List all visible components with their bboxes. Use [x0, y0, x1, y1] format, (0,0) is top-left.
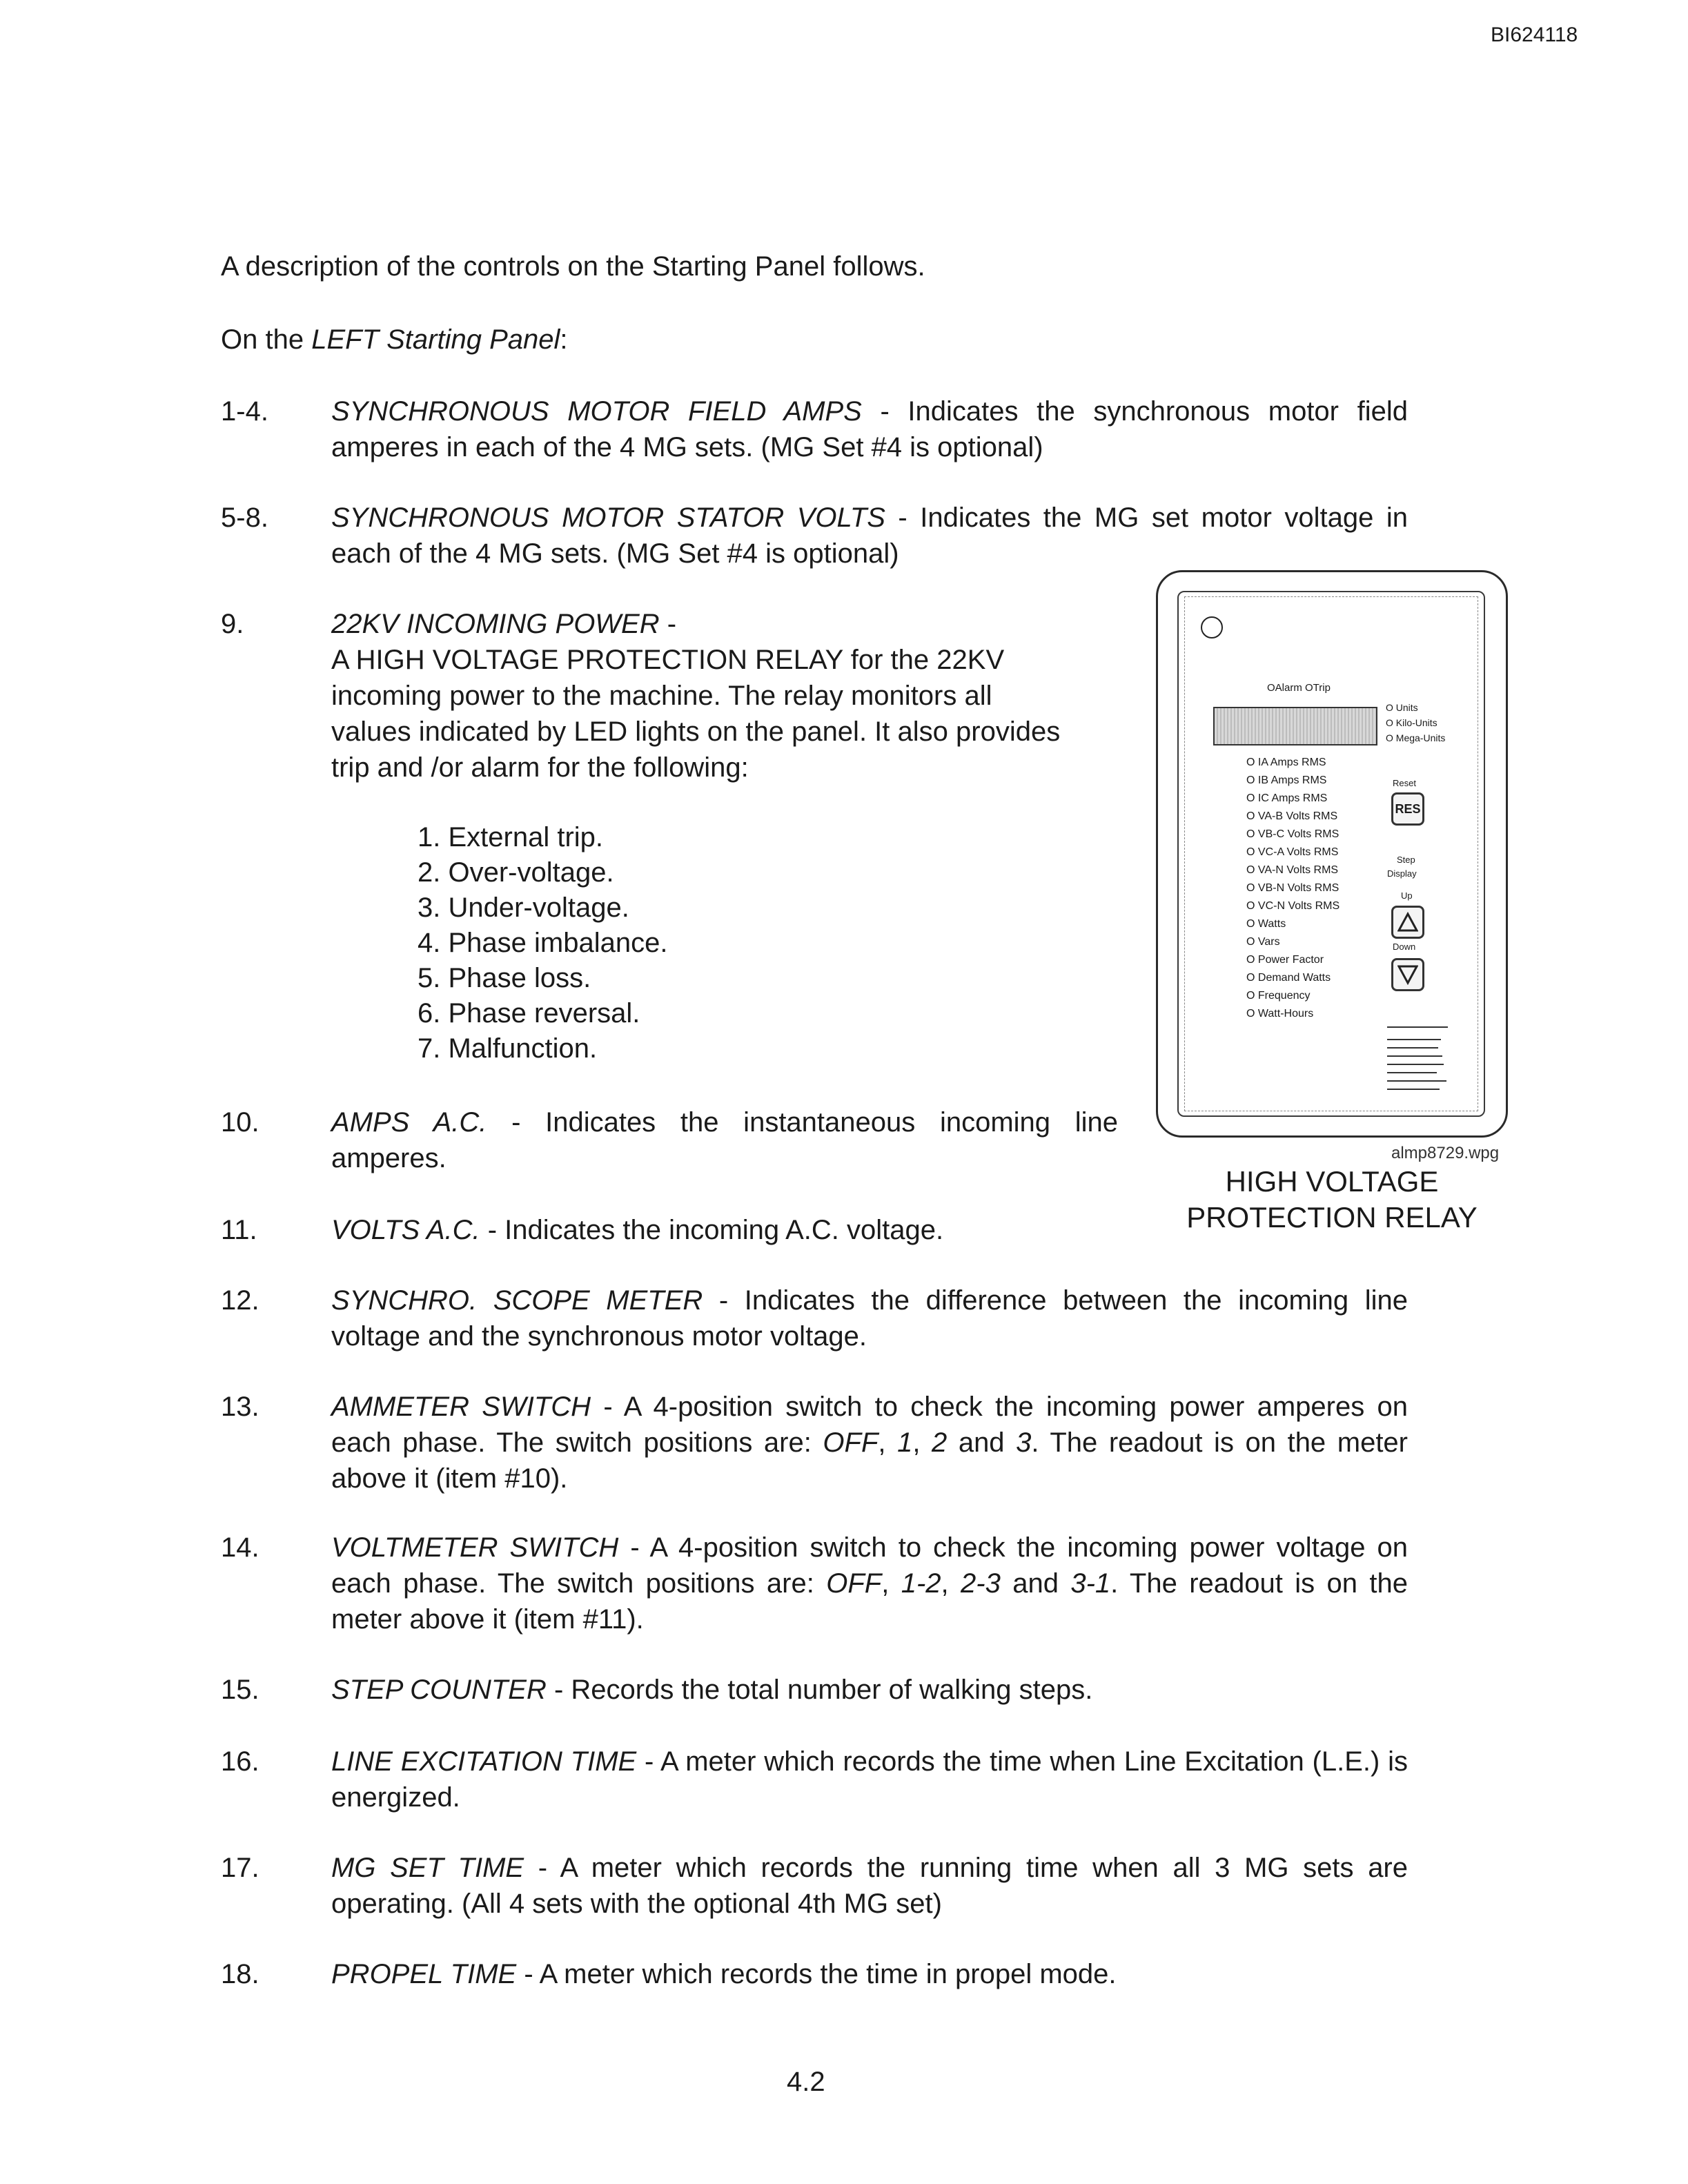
down-label: Down	[1393, 942, 1416, 952]
up-label: Up	[1401, 890, 1413, 901]
list-item: 1. External trip.	[418, 822, 604, 852]
reset-label: Reset	[1393, 778, 1416, 788]
item-number: 18.	[221, 1959, 259, 1989]
item-body: SYNCHRO. SCOPE METER - Indicates the difference between the incoming line voltage and the synchronous motor voltage.	[331, 1285, 1408, 1352]
item-body: SYNCHRONOUS MOTOR STATOR VOLTS - Indicates the MG set motor voltage in each of the 4 MG sets. (MG Set #4 is optional)	[331, 503, 1408, 569]
triangle-up-icon	[1397, 912, 1418, 933]
item-number: 5-8.	[221, 503, 268, 533]
reset-button: RES	[1391, 792, 1424, 826]
item-number: 14.	[221, 1532, 259, 1563]
item-number: 12.	[221, 1285, 259, 1316]
led-item: O VB-N Volts RMS	[1246, 882, 1339, 894]
led-item: O VB-C Volts RMS	[1246, 828, 1339, 840]
item-number: 9.	[221, 609, 244, 639]
screw-icon	[1201, 616, 1223, 638]
trip-alarm-list	[418, 820, 667, 1066]
triangle-down-icon	[1397, 964, 1418, 985]
fault-legend-icon	[1386, 1024, 1469, 1100]
led-item: O Demand Watts	[1246, 972, 1331, 984]
led-item: O Frequency	[1246, 990, 1311, 1002]
item-body: 22KV INCOMING POWER - A HIGH VOLTAGE PROTECTION RELAY for the 22KV incoming power to the machine. The relay monitors all values indicated by LED lights on the panel. It also provides trip and /or alarm for the following:	[331, 609, 1061, 783]
item-body: VOLTMETER SWITCH - A 4-position switch to check the incoming power voltage on each phase. The switch positions are: OFF, 1-2, 2-3 and 3-1. The readout is on the meter above it (item #11).	[331, 1532, 1409, 1635]
led-item: O Watts	[1246, 918, 1286, 930]
list-item: 7. Malfunction.	[418, 1033, 598, 1064]
item-body: MG SET TIME - A meter which records the running time when all 3 MG sets are operating. (All 4 sets with the optional 4th MG set)	[331, 1853, 1409, 1919]
led-item: O IB Amps RMS	[1246, 774, 1327, 786]
item-number: 11.	[221, 1215, 257, 1245]
led-item: O Power Factor	[1246, 954, 1324, 966]
item-number: 15.	[221, 1675, 259, 1705]
item-number: 13.	[221, 1392, 259, 1422]
up-arrow-button	[1391, 906, 1424, 939]
list-item: 3. Under-voltage.	[418, 893, 629, 923]
item-body: VOLTS A.C. - Indicates the incoming A.C. voltage.	[331, 1215, 944, 1245]
list-item: 6. Phase reversal.	[418, 998, 640, 1028]
list-item: 2. Over-voltage.	[418, 857, 614, 888]
figure-caption: HIGH VOLTAGE PROTECTION RELAY	[1186, 1165, 1478, 1234]
led-item: O VC-A Volts RMS	[1246, 846, 1339, 858]
led-item: O VC-N Volts RMS	[1246, 900, 1340, 912]
item-body: PROPEL TIME - A meter which records the time in propel mode.	[331, 1959, 1117, 1989]
led-item: O Vars	[1246, 936, 1280, 948]
item-body: STEP COUNTER - Records the total number of walking steps.	[331, 1675, 1093, 1705]
led-item: O Watt-Hours	[1246, 1008, 1314, 1020]
led-item: O VA-B Volts RMS	[1246, 810, 1338, 822]
led-item: O IA Amps RMS	[1246, 757, 1326, 768]
led-item: O IC Amps RMS	[1246, 792, 1328, 804]
display-label: Display	[1387, 868, 1417, 879]
document-id: BI624118	[1491, 23, 1578, 46]
figure-credit: almp8729.wpg	[1391, 1144, 1500, 1162]
measurement-led-list	[1246, 754, 1339, 1023]
item-number: 10.	[221, 1107, 259, 1138]
item-body: LINE EXCITATION TIME - A meter which records the time when Line Excitation (L.E.) is energized.	[331, 1746, 1409, 1813]
down-arrow-button	[1391, 958, 1424, 991]
item-body: AMPS A.C. - Indicates the instantaneous incoming line amperes.	[331, 1107, 1118, 1173]
led-item: O VA-N Volts RMS	[1246, 864, 1339, 876]
item-number: 16.	[221, 1746, 259, 1777]
step-label: Step	[1397, 855, 1415, 865]
item-number: 1-4.	[221, 396, 268, 427]
page-number: 4.2	[787, 2067, 825, 2097]
units-leds: O Units O Kilo-Units O Mega-Units	[1386, 702, 1446, 743]
relay-display	[1213, 707, 1377, 745]
intro-paragraph: A description of the controls on the Starting Panel follows.	[221, 251, 925, 282]
item-9-description: A HIGH VOLTAGE PROTECTION RELAY for the 22KV incoming power to the machine. The relay monitors all values indicated by LED lights on the panel. It also provides trip and /or alarm for the following:	[331, 645, 1061, 783]
left-panel-heading: On the LEFT Starting Panel:	[221, 324, 568, 355]
list-item: 4. Phase imbalance.	[418, 928, 668, 958]
item-body: AMMETER SWITCH - A 4-position switch to check the incoming power amperes on each phase. The switch positions are: OFF, 1, 2 and 3. The readout is on the meter above it (item #10).	[331, 1392, 1408, 1494]
list-item: 5. Phase loss.	[418, 963, 591, 993]
alarm-trip-leds: OAlarm OTrip	[1267, 682, 1331, 694]
item-number: 17.	[221, 1853, 259, 1883]
item-body: SYNCHRONOUS MOTOR FIELD AMPS - Indicates the synchronous motor field amperes in each of the 4 MG sets. (MG Set #4 is optional)	[331, 396, 1408, 462]
